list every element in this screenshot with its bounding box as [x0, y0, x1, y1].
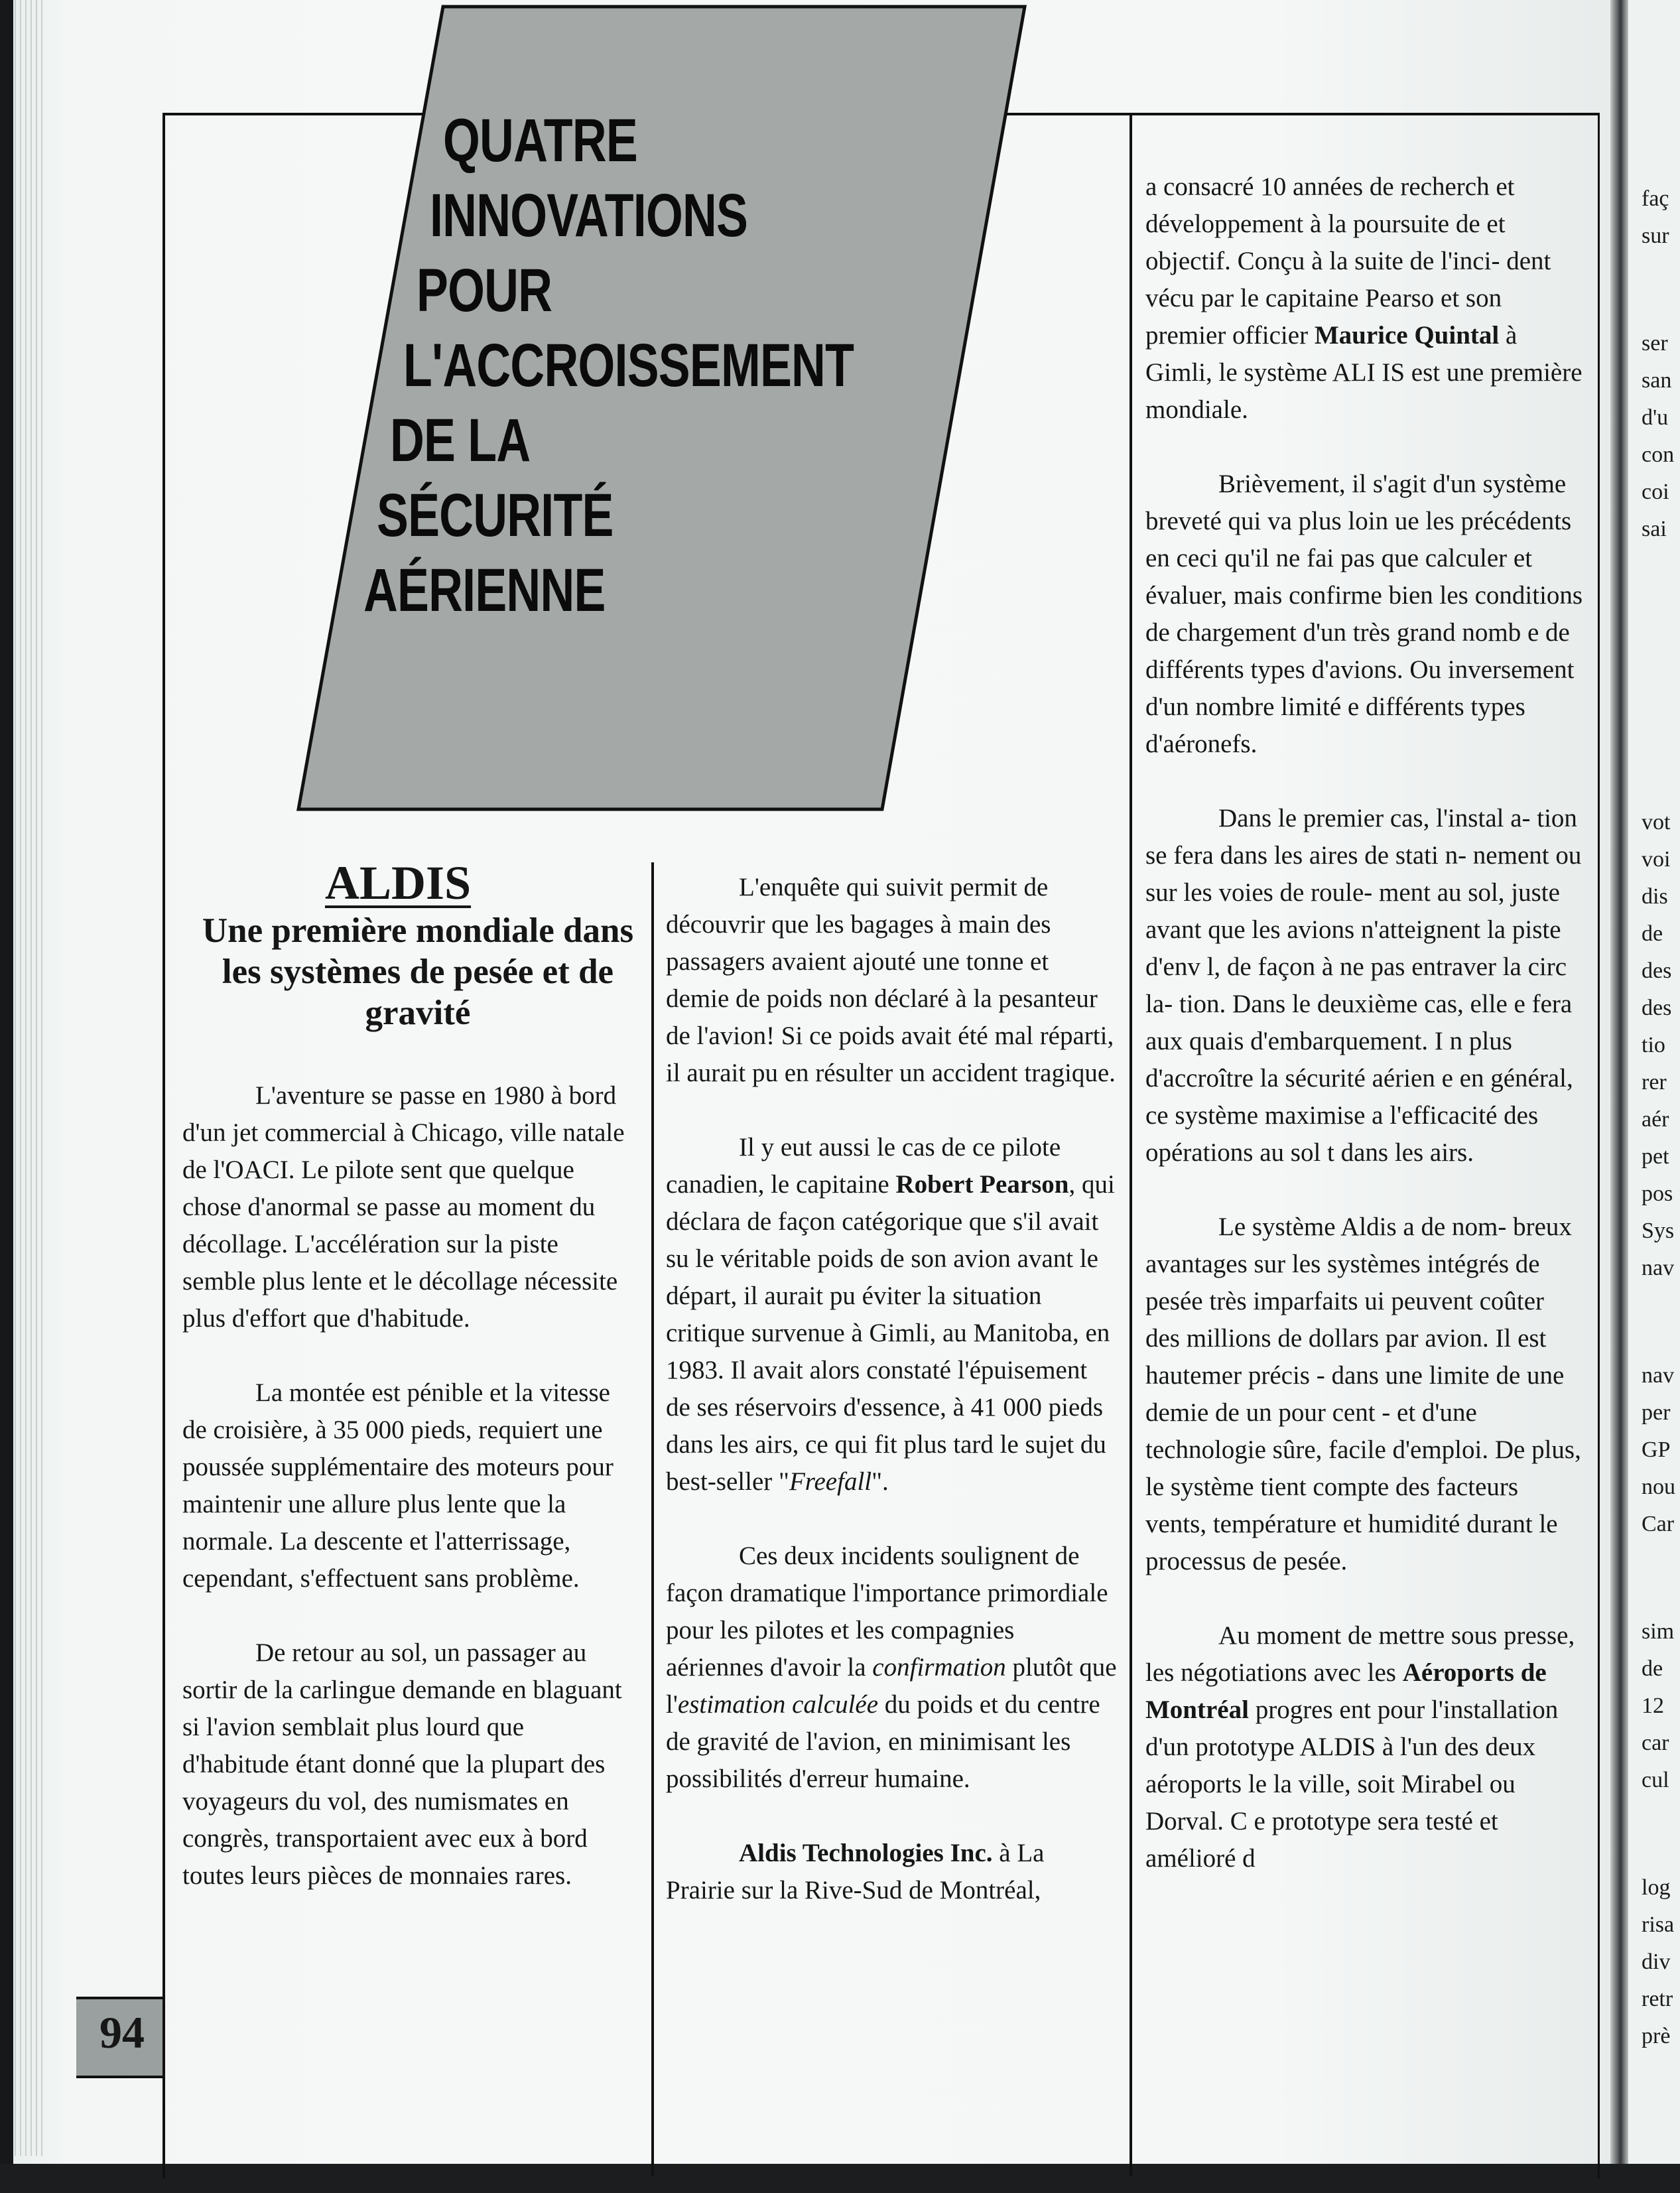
column-1 [182, 1077, 633, 1894]
facing-fragment: voi [1642, 847, 1671, 872]
facing-fragment: car [1642, 1731, 1669, 1755]
facing-fragment: faç [1642, 186, 1669, 211]
paragraph-3: De retour au sol, un passager au sortir de la carlingue demande en blaguant si l'avion semblait plus lourd que d'habitude étant donné que la plupart des voyageurs du vol, des numismates en congrès, transportaient avec eux à bord toutes leurs pièces de monnaies rares. [182, 1638, 622, 1890]
paragraph-7: Aldis Technologies Inc. à La Prairie sur la Rive-Sud de Montréal, [666, 1839, 1045, 1904]
facing-fragment: sur [1642, 224, 1669, 248]
facing-fragment: cul [1642, 1768, 1669, 1792]
facing-fragment: d'u [1642, 405, 1669, 430]
title-line-2: INNOVATIONS [430, 182, 748, 249]
facing-fragment: Sys [1642, 1219, 1675, 1243]
facing-fragment: de [1642, 1656, 1663, 1681]
title-line-1: QUATRE [443, 107, 637, 174]
facing-fragment: tio [1642, 1033, 1665, 1057]
facing-fragment: dis [1642, 884, 1668, 909]
company-name: Aldis Technologies Inc. [739, 1839, 993, 1867]
facing-fragment: per [1642, 1400, 1671, 1425]
paragraph-4: L'enquête qui suivit permit de découvrir que les bagages à main des passagers avaient ajouté une tonne et demie de poids non déclaré à la pesanteur de l'avion! Si ce poids avait été mal réparti, il aurait pu en résulter un accident tragique. [666, 873, 1116, 1087]
bold-name-robert-pearson: Robert Pearson [895, 1170, 1069, 1199]
book-title: Freefall [789, 1467, 872, 1496]
facing-fragment: nav [1642, 1363, 1675, 1388]
paragraph-1: L'aventure se passe en 1980 à bord d'un jet commercial à Chicago, ville natale de l'OACI. Le pilote sent que quelque chose d'anormal se passe au moment du décollage. L'accélération sur la piste semble plus lente et le décollage nécessite plus d'effort que d'habitude. [182, 1081, 625, 1333]
title-line-6: SÉCURITÉ [377, 482, 614, 549]
facing-fragment: sai [1642, 517, 1667, 541]
facing-fragment: nou [1642, 1475, 1675, 1499]
bold-name-maurice-quintal: Maurice Quintal [1314, 321, 1500, 350]
facing-fragment: des [1642, 996, 1672, 1020]
facing-fragment: coi [1642, 480, 1669, 504]
facing-fragment: pos [1642, 1181, 1673, 1206]
title-line-4: L'ACCROISSEMENT [403, 332, 854, 399]
paragraph-12: Au moment de mettre sous presse, les négotiations avec les Aéroports de Montréal progres ent pour l'installation d'un prototype ALDIS à l'un des deux aéroports le la ville, soit Mirabel ou Dorval. C e prototype sera testé et amélioré d [1145, 1621, 1575, 1873]
section-subtitle: Une première mondiale dans les systèmes de pesée et de gravité [202, 911, 634, 1032]
paragraph-10: Dans le premier cas, l'instal a- tion se fera dans les aires de stati n- nement ou sur les voies de roule- ment au sol, juste avant que les avions n'atteignent la piste d'env l, de façon à ne pas entraver la circ la- tion. Dans le deuxième cas, elle e fera aux quais d'embarquement. I n plus d'accroître la sécurité aérien e en général, ce système maximise a l'efficacité des opérations au sol t dans les airs. [1145, 804, 1582, 1167]
facing-fragment: aér [1642, 1107, 1669, 1132]
paragraph-11: Le système Aldis a de nom- breux avantages sur les systèmes intégrés de pesée très imparfaits ui peuvent coûter des millions de dollars par avion. Il est hautemer précis - dans une limite de une demie de un pour cent - et d'une technologie sûre, facile d'emploi. De plus, le système tient compte des facteurs vents, température et humidité durant le processus de pesée. [1145, 1213, 1581, 1575]
facing-fragment: prè [1642, 2024, 1671, 2048]
column-2 [666, 869, 1117, 1909]
facing-fragment: GP [1642, 1437, 1671, 1462]
page-number: 94 [99, 2007, 145, 2058]
facing-fragment: retr [1642, 1987, 1673, 2011]
title-line-3: POUR [417, 257, 552, 324]
facing-fragment: des [1642, 959, 1672, 983]
paragraph-5: Il y eut aussi le cas de ce pilote canadien, le capitaine Robert Pearson, qui déclara de façon catégorique que s'il avait su le véritable poids de son avion avant le départ, il aurait pu éviter la situation critique survenue à Gimli, au Manitoba, en 1983. Il avait alors constaté l'épuisement de ses réservoirs d'essence, à 41 000 pieds dans les airs, ce qui fit plus tard le sujet du best-seller "Freefall". [666, 1133, 1115, 1496]
title-line-7: AÉRIENNE [363, 557, 606, 624]
facing-fragment: nav [1642, 1256, 1675, 1280]
paragraph-8: a consacré 10 années de recherch et développement à la poursuite de et objectif. Conçu à la suite de l'inci- dent vécu par le capitaine Pearso et son premier officier Maurice Quintal à Gimli, le système ALI IS est une première mondiale. [1145, 172, 1583, 424]
facing-fragment: log [1642, 1875, 1671, 1900]
facing-fragment: san [1642, 368, 1672, 393]
facing-fragment: ser [1642, 331, 1668, 356]
facing-fragment: risa [1642, 1912, 1675, 1937]
facing-fragment: con [1642, 442, 1675, 467]
paragraph-6: Ces deux incidents soulignent de façon dramatique l'importance primordiale pour les pilotes et les compagnies aériennes d'avoir la confirmation plutôt que l'estimation calculée du poids et du centre de gravité de l'avion, en minimisant les possibilités d'erreur humaine. [666, 1542, 1117, 1793]
facing-fragment: rer [1642, 1070, 1667, 1095]
facing-fragment: 12 [1642, 1694, 1664, 1718]
facing-fragment: pet [1642, 1144, 1669, 1169]
facing-fragment: div [1642, 1950, 1671, 1974]
title-line-5: DE LA [390, 407, 531, 474]
facing-fragment: Car [1642, 1512, 1675, 1536]
bold-airports-montreal: Aéroports de Montréal [1145, 1658, 1547, 1724]
column-3 [1145, 168, 1583, 1877]
facing-fragment: de [1642, 921, 1663, 946]
column-rule-2 [1130, 113, 1132, 2176]
paragraph-9: Brièvement, il s'agit d'un système breveté qui va plus loin ue les précédents en ceci qu'il ne fai pas que calculer et évaluer, mais confirme bien les conditions de chargement d'un très grand nomb e de différents types d'avions. Ou inversement d'un nombre limité e différents types d'aéronefs. [1145, 470, 1583, 758]
book-gutter [1610, 0, 1629, 2193]
facing-fragment: sim [1642, 1619, 1675, 1644]
paragraph-2: La montée est pénible et la vitesse de croisière, à 35 000 pieds, requiert une poussée supplémentaire des moteurs pour maintenir une allure plus lente que la normale. La descente et l'atterrissage, cependant, s'effectuent sans problème. [182, 1378, 614, 1593]
section-heading: ALDIS [325, 856, 472, 909]
article-title [0, 0, 1061, 823]
column-rule-1 [651, 862, 654, 2176]
facing-fragment: vot [1642, 810, 1671, 834]
